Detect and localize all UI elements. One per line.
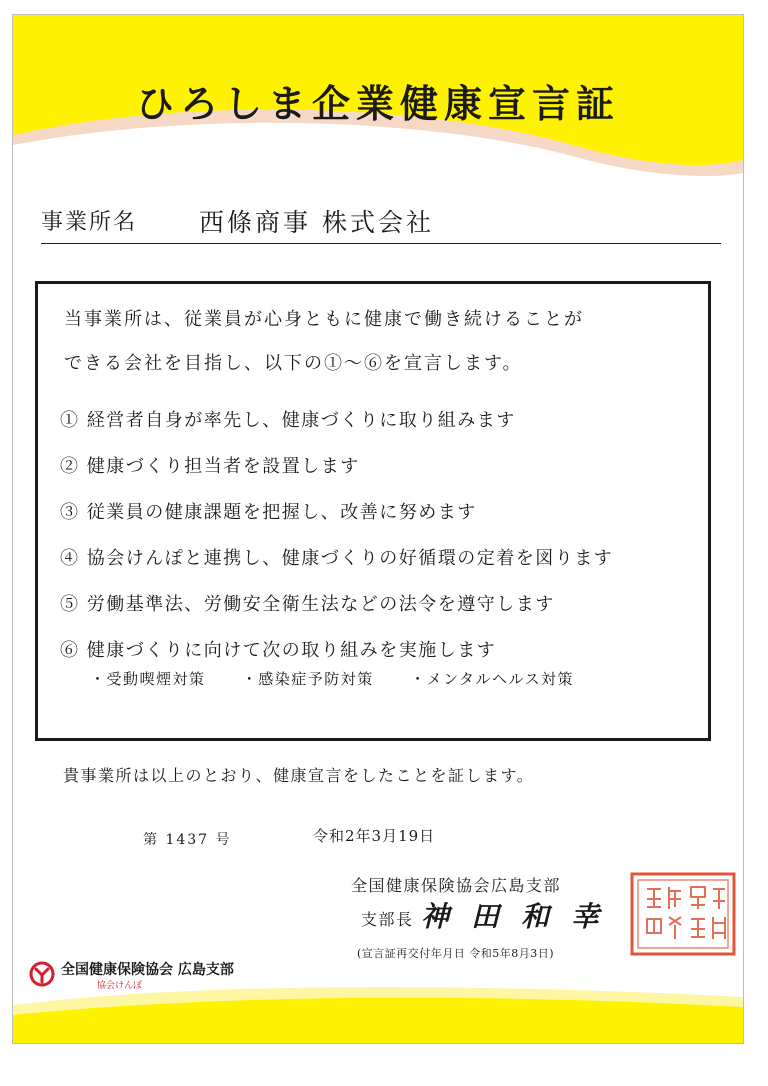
declaration-item-5: ⑤ 労働基準法、労働安全衛生法などの法令を遵守します bbox=[60, 594, 555, 615]
reissue-note: (宣言証再交付年月日 令和5年8月3日) bbox=[357, 947, 555, 960]
certificate-date: 令和2年3月19日 bbox=[313, 827, 436, 845]
declaration-box bbox=[35, 281, 711, 741]
company-name: 西條商事 株式会社 bbox=[199, 208, 434, 237]
declaration-item-4: ④ 協会けんぽと連携し、健康づくりの好循環の定着を図ります bbox=[60, 548, 614, 569]
issuer-organization: 全国健康保険協会広島支部 bbox=[351, 876, 562, 895]
issuer-title: 支部長 bbox=[361, 910, 414, 929]
declaration-item-3: ③ 従業員の健康課題を把握し、改善に努めます bbox=[60, 502, 477, 523]
intro-line-2: できる会社を目指し、以下の①～⑥を宣言します。 bbox=[64, 353, 523, 374]
measure-item: ・感染症予防対策 bbox=[241, 670, 374, 688]
logo-subtitle: 協会けんぽ bbox=[97, 981, 143, 991]
certification-text: 貴事業所は以上のとおり、健康宣言をしたことを証します。 bbox=[63, 766, 535, 785]
measure-item: ・メンタルヘルス対策 bbox=[410, 670, 575, 688]
kyokai-kenpo-logo bbox=[27, 957, 287, 997]
logo-organization-name: 全国健康保険協会 広島支部 bbox=[61, 962, 234, 978]
intro-line-1: 当事業所は、従業員が心身ともに健康で働き続けることが bbox=[64, 309, 584, 330]
declaration-intro bbox=[64, 298, 694, 386]
certificate-page bbox=[12, 14, 744, 1044]
declaration-item-2: ② 健康づくり担当者を設置します bbox=[60, 456, 360, 477]
declaration-item-6: ⑥ 健康づくりに向けて次の取り組みを実施します bbox=[60, 640, 497, 661]
measures-list bbox=[90, 668, 604, 689]
issuer-signature-name: 神田和幸 bbox=[421, 900, 622, 933]
declaration-item-1: ① 経営者自身が率先し、健康づくりに取り組みます bbox=[60, 410, 516, 431]
official-seal-icon bbox=[629, 871, 737, 957]
declaration-items bbox=[60, 398, 700, 674]
certificate-title: ひろしま企業健康宣言証 bbox=[135, 81, 620, 126]
kenpo-logo-icon bbox=[29, 961, 55, 987]
certificate-number: 第 1437 号 bbox=[143, 832, 232, 848]
company-row bbox=[41, 201, 721, 244]
company-label: 事業所名 bbox=[41, 210, 138, 235]
measure-item: ・受動喫煙対策 bbox=[90, 670, 206, 688]
